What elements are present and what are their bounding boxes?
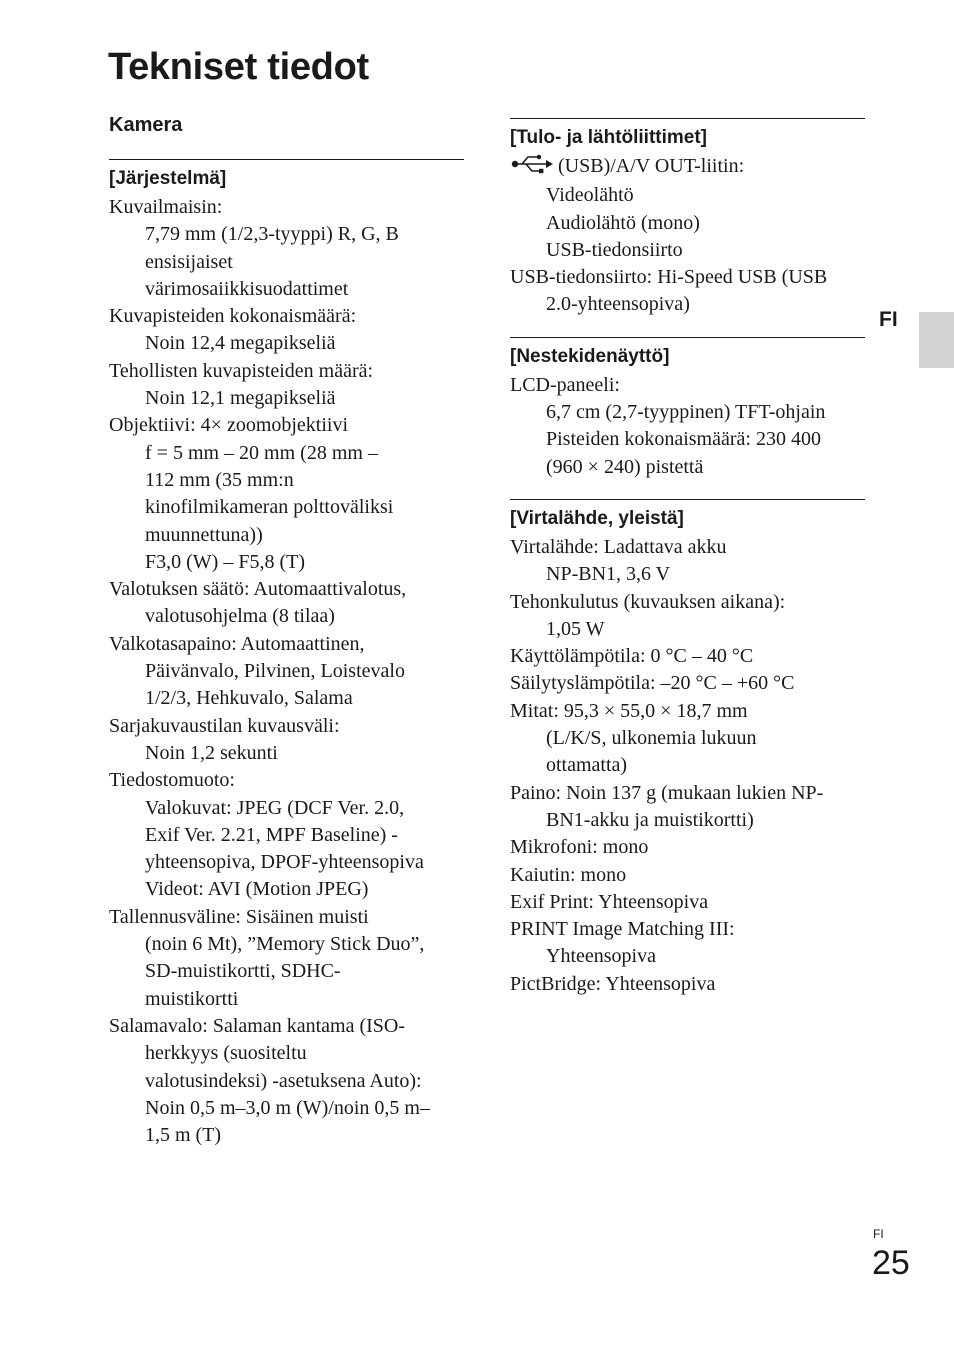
spec-value-line: Pisteiden kokonaismäärä: 230 400 [546, 428, 821, 451]
spec-value-line: valotusindeksi) -asetuksena Auto): [145, 1069, 422, 1092]
spec-label: Käyttölämpötila: 0 °C – 40 °C [510, 645, 754, 668]
spec-label: Valkotasapaino: Automaattinen, [109, 632, 365, 655]
spec-value-line: 7,79 mm (1/2,3-tyyppi) R, G, B [145, 223, 399, 246]
spec-entry [510, 589, 865, 644]
spec-value-line: Valokuvat: JPEG (DCF Ver. 2.0, [145, 796, 405, 819]
spec-value-line: ottamatta) [546, 754, 628, 777]
spec-label: Mikrofoni: mono [510, 836, 649, 859]
spec-label: Objektiivi: 4× zoomobjektiivi [109, 414, 349, 437]
language-tab [919, 312, 954, 368]
spec-entry [510, 834, 865, 861]
usb-icon [510, 154, 554, 182]
spec-section [510, 118, 865, 319]
spec-section [510, 499, 865, 998]
spec-entry [510, 698, 865, 780]
spec-label: Tehonkulutus (kuvauksen aikana): [510, 590, 786, 613]
spec-value-line: Noin 1,2 sekunti [145, 741, 278, 764]
spec-value-line: Videot: AVI (Motion JPEG) [145, 878, 369, 901]
spec-entry [510, 153, 865, 264]
spec-value-line: 1/2/3, Hehkuvalo, Salama [145, 687, 353, 710]
spec-entry [510, 372, 865, 481]
spec-value-line: kinofilmikameran polttoväliksi [145, 496, 394, 519]
spec-label: Exif Print: Yhteensopiva [510, 890, 709, 913]
spec-label: Tiedostomuoto: [109, 769, 235, 792]
spec-entry [510, 534, 865, 589]
spec-value-line: Noin 0,5 m–3,0 m (W)/noin 0,5 m– [145, 1096, 430, 1119]
section-title-camera: Kamera [109, 114, 183, 136]
spec-entry [109, 713, 464, 768]
spec-label: Mitat: 95,3 × 55,0 × 18,7 mm [510, 699, 748, 722]
spec-value-line: Yhteensopiva [546, 945, 656, 968]
section-heading: [Tulo- ja lähtöliittimet] [510, 127, 708, 148]
spec-value-line: (noin 6 Mt), ”Memory Stick Duo”, [145, 933, 425, 956]
spec-value-line: SD-muistikortti, SDHC- [145, 960, 341, 983]
spec-entry [510, 643, 865, 670]
spec-entry [109, 767, 464, 903]
language-tab-label: FI [879, 308, 898, 331]
page-number: 25 [872, 1244, 910, 1282]
left-column [109, 159, 464, 1149]
spec-label: Tehollisten kuvapisteiden määrä: [109, 359, 374, 382]
spec-entry [109, 303, 464, 358]
spec-value-line: herkkyys (suositeltu [145, 1042, 307, 1065]
spec-section [109, 159, 464, 1149]
right-column [510, 118, 865, 998]
spec-label: Tallennusväline: Sisäinen muisti [109, 905, 369, 928]
spec-value-line: 1,5 m (T) [145, 1124, 222, 1147]
spec-section [510, 337, 865, 481]
spec-value-line: muistikortti [145, 987, 239, 1010]
spec-entry [109, 412, 464, 576]
spec-entry [109, 1013, 464, 1149]
spec-entry [109, 358, 464, 413]
spec-value-line: (960 × 240) pistettä [546, 455, 704, 478]
spec-label: Kaiutin: mono [510, 863, 627, 886]
spec-label: LCD-paneeli: [510, 373, 620, 396]
spec-entry [510, 264, 865, 319]
spec-value-line: värimosaiikkisuodattimet [145, 277, 349, 300]
spec-entry [109, 576, 464, 631]
spec-value-line: Videolähtö [546, 184, 634, 207]
spec-label: Valotuksen säätö: Automaattivalotus, [109, 578, 407, 601]
spec-value-line: Noin 12,1 megapikseliä [145, 387, 336, 410]
spec-value-line: Päivänvalo, Pilvinen, Loistevalo [145, 660, 405, 683]
spec-value-line: muunnettuna)) [145, 523, 263, 546]
spec-value-line: 1,05 W [546, 617, 605, 640]
section-heading: [Järjestelmä] [109, 168, 227, 189]
spec-entry [510, 916, 865, 971]
section-heading: [Nestekidenäyttö] [510, 345, 670, 367]
spec-value-line: F3,0 (W) – F5,8 (T) [145, 550, 305, 573]
spec-entry [510, 862, 865, 889]
spec-value-line: yhteensopiva, DPOF-yhteensopiva [145, 851, 424, 874]
spec-label: (USB)/A/V OUT-liitin: [558, 155, 745, 177]
spec-label: Salamavalo: Salaman kantama (ISO- [109, 1014, 406, 1037]
spec-label: Virtalähde: Ladattava akku [510, 535, 727, 558]
section-heading: [Virtalähde, yleistä] [510, 507, 684, 529]
spec-entry [109, 631, 464, 713]
spec-entry [510, 670, 865, 697]
spec-label: USB-tiedonsiirto: Hi-Speed USB (USB [510, 266, 828, 289]
spec-value-line: 112 mm (35 mm:n [145, 468, 294, 491]
spec-value-line: ensisijaiset [145, 250, 233, 273]
spec-entry [109, 904, 464, 1013]
spec-entry [510, 780, 865, 835]
spec-label: Kuvailmaisin: [109, 196, 223, 218]
spec-label: Säilytyslämpötila: –20 °C – +60 °C [510, 672, 795, 695]
spec-label: PRINT Image Matching III: [510, 918, 735, 941]
spec-label: Paino: Noin 137 g (mukaan lukien NP- [510, 781, 824, 804]
spec-value-line: USB-tiedonsiirto [546, 238, 683, 261]
spec-entry [510, 971, 865, 998]
spec-value-line: valotusohjelma (8 tilaa) [145, 605, 335, 628]
spec-entry [109, 194, 464, 303]
spec-label: PictBridge: Yhteensopiva [510, 972, 716, 995]
footer-language: FI [873, 1227, 884, 1241]
spec-value-line: (L/K/S, ulkonemia lukuun [546, 727, 757, 750]
spec-value-line: 6,7 cm (2,7-tyyppinen) TFT-ohjain [546, 401, 826, 424]
spec-value-line: 2.0-yhteensopiva) [546, 293, 690, 316]
spec-entry [510, 889, 865, 916]
spec-label: Kuvapisteiden kokonaismäärä: [109, 305, 357, 328]
spec-value-line: Exif Ver. 2.21, MPF Baseline) - [145, 823, 398, 846]
spec-value-line: BN1-akku ja muistikortti) [546, 808, 754, 831]
spec-value-line: Audiolähtö (mono) [546, 211, 700, 234]
spec-label: Sarjakuvaustilan kuvausväli: [109, 714, 340, 737]
spec-value-line: Noin 12,4 megapikseliä [145, 332, 336, 355]
page-title: Tekniset tiedot [108, 46, 369, 88]
spec-value-line: NP-BN1, 3,6 V [546, 563, 671, 586]
spec-value-line: f = 5 mm – 20 mm (28 mm – [145, 441, 378, 464]
